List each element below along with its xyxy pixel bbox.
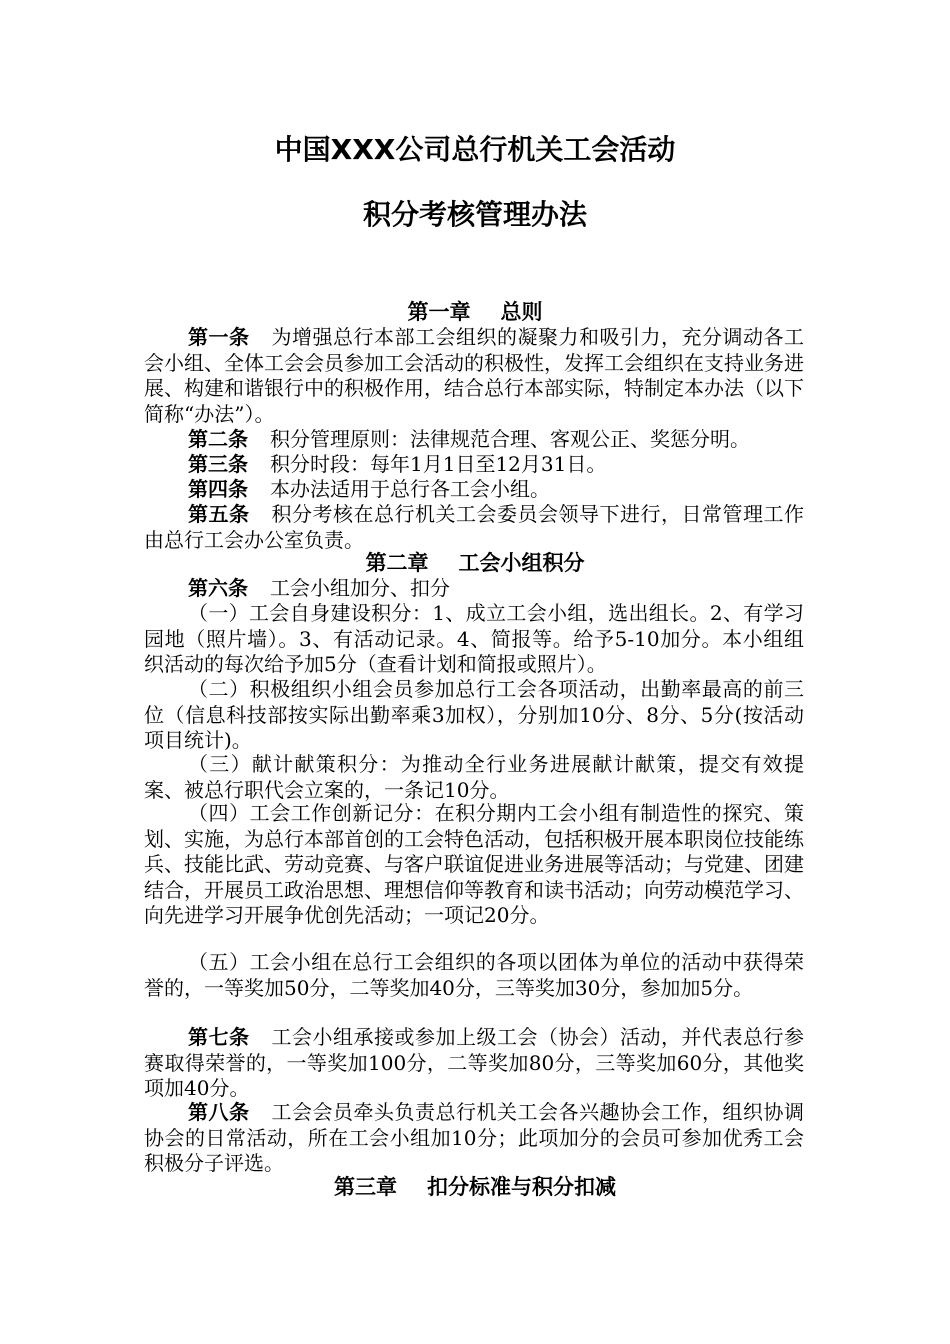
article-7 [144, 1025, 804, 1102]
article-text: 积分考核在总行机关工会委员会领导下进行，日常管理工作由总行工会办公室负责。 [144, 502, 804, 552]
chapter-name: 扣分标准与积分扣减 [427, 1175, 616, 1199]
article-label: 第五条 [188, 502, 250, 526]
article-6-item-3: （三）献计献策积分：为推动全行业务进展献计献策，提交有效提案、被总行职代会立案的，一条记10分。 [144, 752, 804, 802]
article-label: 第八条 [188, 1100, 250, 1124]
document-title-line-2: 积分考核管理办法 [362, 198, 587, 231]
article-6-item-5: （五）工会小组在总行工会组织的各项以团体为单位的活动中获得荣誉的，一等奖加50分，二等奖加40分，三等奖加30分，参加加5分。 [144, 950, 804, 1000]
article-5 [144, 502, 804, 553]
chapter-heading-2 [0, 550, 950, 576]
chapter-name: 工会小组积分 [458, 551, 585, 575]
article-text: 积分管理原则：法律规范合理、客观公正、奖惩分明。 [270, 427, 750, 451]
article-6 [144, 576, 804, 602]
article-2 [144, 427, 804, 453]
article-label: 第一条 [188, 325, 250, 349]
article-text: 为增强总行本部工会组织的凝聚力和吸引力，充分调动各工会小组、全体工会会员参加工会活动的积极性，发挥工会组织在支持业务进展、构建和谐银行中的积极作用，结合总行本部实际，特制定本办法（以下简称“办法”）。 [144, 325, 804, 426]
article-label: 第六条 [188, 576, 248, 600]
article-label: 第四条 [188, 477, 248, 501]
article-text: 本办法适用于总行各工会小组。 [270, 477, 550, 501]
document-title-line-1: 中国XXX公司总行机关工会活动 [274, 133, 676, 166]
article-label: 第三条 [188, 452, 248, 476]
article-6-item-4: （四）工会工作创新记分：在积分期内工会小组有制造性的探究、策划、实施，为总行本部首创的工会特色活动，包括积极开展本职岗位技能练兵、技能比武、劳动竞赛、与客户联谊促进业务进展等活动；与党建、团建结合，开展员工政治思想、理想信仰等教育和读书活动；向劳动模范学习、向先进学习开展争优创先活动；一项记20分。 [144, 801, 804, 927]
article-4 [144, 477, 804, 503]
article-label: 第七条 [188, 1025, 250, 1049]
chapter-number: 第二章 [365, 551, 429, 575]
chapter-heading-1 [0, 299, 950, 325]
article-text: 工会小组加分、扣分 [270, 576, 450, 600]
article-6-item-2: （二）积极组织小组会员参加总行工会各项活动，出勤率最高的前三位（信息科技部按实际出勤率乘3加权），分别加10分、8分、5分(按活动项目统计)。 [144, 677, 804, 752]
article-text: 工会会员牵头负责总行机关工会各兴趣协会工作，组织协调协会的日常活动，所在工会小组加10分；此项加分的会员可参加优秀工会积极分子评选。 [144, 1100, 804, 1175]
article-1 [144, 325, 804, 427]
article-text: 积分时段：每年1月1日至12月31日。 [270, 452, 607, 476]
article-text: 工会小组承接或参加上级工会（协会）活动，并代表总行参赛取得荣誉的，一等奖加100分，二等奖加80分，三等奖加60分，其他奖项加40分。 [144, 1025, 804, 1100]
chapter-name: 总则 [500, 300, 543, 324]
article-label: 第二条 [188, 427, 248, 451]
chapter-heading-3 [0, 1174, 950, 1200]
chapter-number: 第一章 [407, 300, 471, 324]
article-8 [144, 1100, 804, 1177]
article-6-item-1: （一）工会自身建设积分：1、成立工会小组，选出组长。2、有学习园地（照片墙）。3、有活动记录。4、简报等。给予5-10加分。本小组组织活动的每次给予加5分（查看计划和简报或照片）。 [144, 601, 804, 676]
article-3 [144, 452, 804, 478]
chapter-number: 第三章 [334, 1175, 397, 1199]
